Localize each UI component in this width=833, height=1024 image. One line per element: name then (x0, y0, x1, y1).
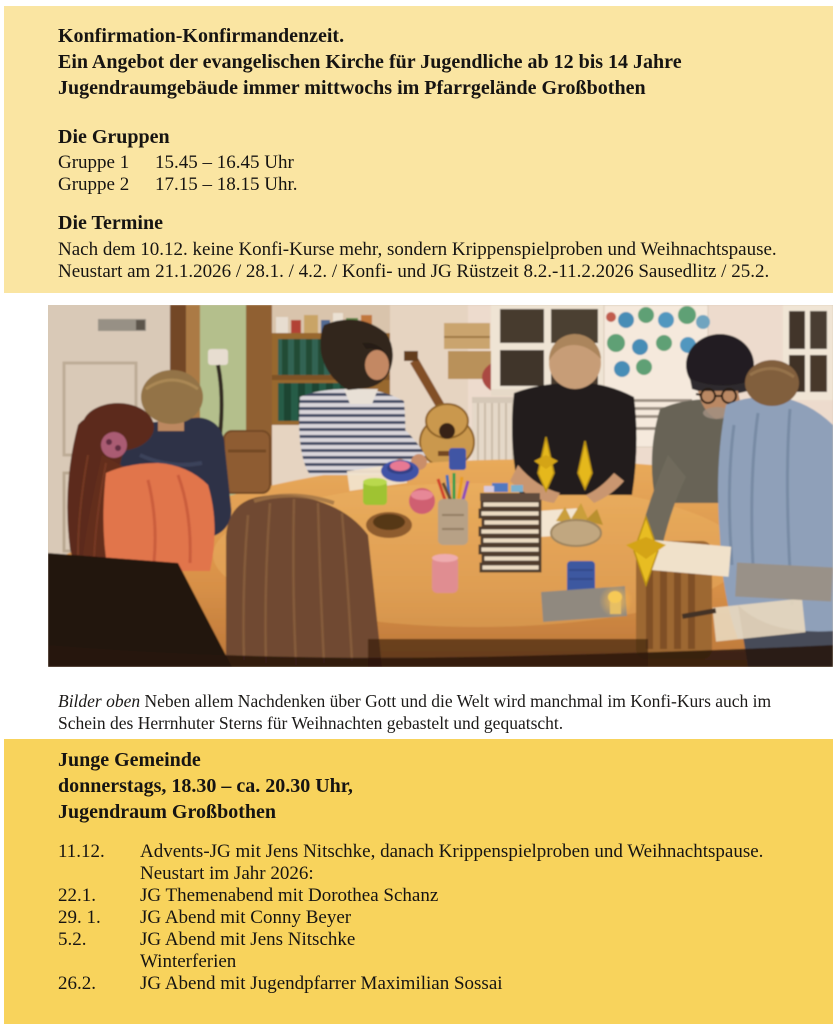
schedule-text: Advents-JG mit Jens Nitschke, danach Krippenspielproben und Weihnachtspause. (140, 841, 764, 862)
schedule-date: 26.2. (58, 973, 96, 994)
schedule-text: JG Themenabend mit Dorothea Schanz (140, 885, 439, 906)
schedule-date: 5.2. (58, 929, 87, 950)
groups-table (58, 152, 298, 196)
jg-header-line-1: Junge Gemeinde (58, 749, 201, 771)
groups-heading: Die Gruppen (58, 126, 170, 148)
schedule-row (58, 973, 763, 995)
termine-line-1: Nach dem 10.12. keine Konfi-Kurse mehr, sondern Krippenspielproben und Weihnachtspause. (58, 239, 777, 260)
termine-heading: Die Termine (58, 212, 163, 234)
schedule-text: Neustart im Jahr 2026: (140, 863, 314, 884)
konfi-group-photo (48, 305, 833, 667)
group-row-2 (58, 174, 298, 196)
photo-caption (58, 690, 814, 734)
schedule-row (58, 907, 763, 929)
title-line-1: Konfirmation-Konfirmandenzeit. (58, 25, 345, 47)
schedule-text: JG Abend mit Jugendpfarrer Maximilian Sossai (140, 973, 503, 994)
schedule-date: 29. 1. (58, 907, 101, 928)
schedule-date: 22.1. (58, 885, 96, 906)
schedule-row (58, 841, 763, 863)
group-2-time: 17.15 – 18.15 Uhr. (155, 174, 298, 195)
konfirmation-title (58, 23, 682, 101)
schedule-text: JG Abend mit Conny Beyer (140, 907, 352, 928)
schedule-text: Winterferien (140, 951, 237, 972)
group-2-label: Gruppe 2 (58, 174, 130, 195)
schedule-date (58, 863, 140, 885)
caption-lead: Bilder oben (58, 691, 141, 711)
schedule-date: 11.12. (58, 841, 105, 862)
group-row-1 (58, 152, 298, 174)
caption-text: Neben allem Nachdenken über Gott und die Welt wird manchmal im Konfi-Kurs auch im Schein des Herrnhuter Sterns für Weihnachten gebastelt und gequatscht. (58, 691, 772, 733)
schedule-row (58, 863, 763, 885)
termine-text (58, 239, 777, 283)
jg-schedule (58, 841, 763, 995)
title-line-3: Jugendraumgebäude immer mittwochs im Pfarrgelände Großbothen (58, 77, 646, 99)
schedule-row (58, 929, 763, 951)
jg-header-line-3: Jugendraum Großbothen (58, 801, 277, 823)
warm-tint (48, 305, 833, 667)
title-line-2: Ein Angebot der evangelischen Kirche für Jugendliche ab 12 bis 14 Jahre (58, 51, 682, 73)
group-1-label: Gruppe 1 (58, 152, 130, 173)
photo-scene (48, 305, 833, 667)
schedule-row (58, 951, 763, 973)
group-1-time: 15.45 – 16.45 Uhr (155, 152, 294, 173)
schedule-date (58, 951, 140, 973)
schedule-text: JG Abend mit Jens Nitschke (140, 929, 356, 950)
jg-header-line-2: donnerstags, 18.30 – ca. 20.30 Uhr, (58, 775, 353, 797)
termine-line-2: Neustart am 21.1.2026 / 28.1. / 4.2. / Konfi- und JG Rüstzeit 8.2.-11.2.2026 Sausedlitz / 25.2. (58, 261, 770, 282)
junge-gemeinde-header (58, 747, 353, 825)
schedule-row (58, 885, 763, 907)
